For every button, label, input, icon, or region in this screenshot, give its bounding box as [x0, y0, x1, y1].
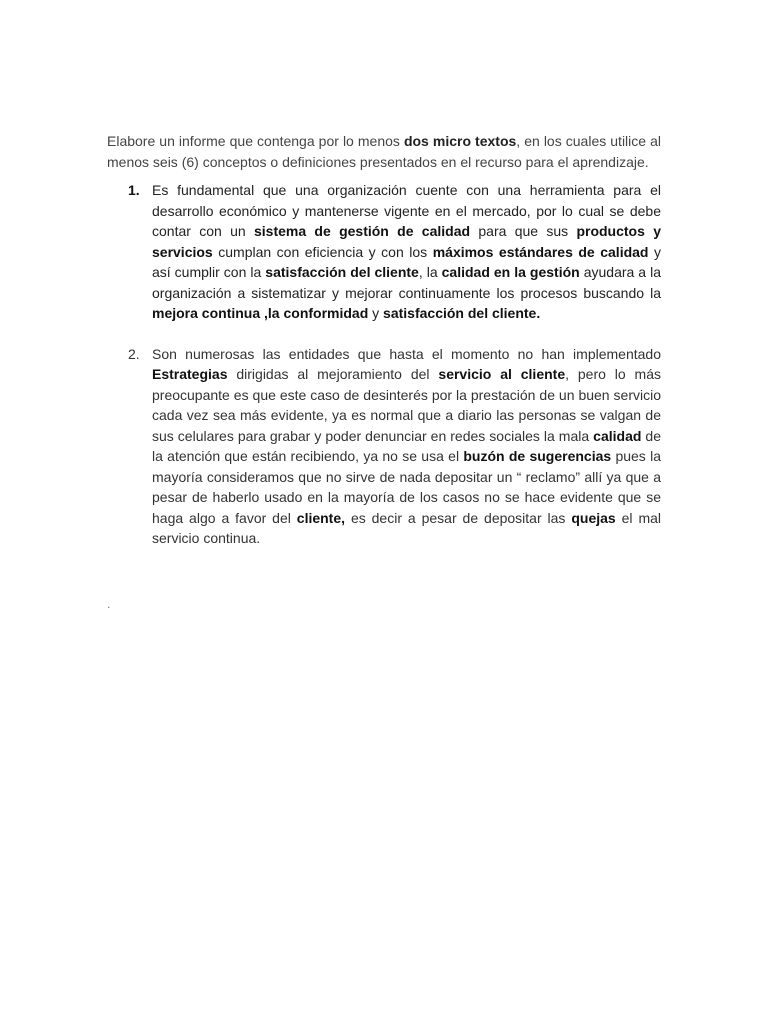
- item-2-segment: , pero lo más preocupante es que este caso de desinterés por la prestación de un buen servicio cada vez sea más evidente, ya es normal que a diario las personas se valgan de sus celulares para grabar y poder denunciar en redes sociales la mala: [152, 366, 661, 444]
- item-1-term-satisfaccion-cliente: satisfacción del cliente: [265, 264, 419, 280]
- item-1-text: [152, 182, 661, 321]
- item-2-term-cliente: cliente,: [296, 509, 346, 526]
- item-2-segment: Son numerosas las entidades que hasta el momento no han implementado: [152, 345, 661, 362]
- item-1-term-maximos-estandares: máximos estándares de calidad: [432, 243, 649, 260]
- item-2-text: [152, 346, 661, 547]
- item-2-segment: dirigidas al mejoramiento del: [227, 366, 439, 382]
- intro-bold-term: dos micro textos: [403, 133, 517, 149]
- item-2-term-calidad: calidad: [593, 427, 642, 444]
- item-2-number: 2.: [128, 345, 140, 362]
- intro-paragraph: [107, 131, 661, 172]
- item-1-term-mejora-continua: mejora continua ,la conformidad: [152, 305, 369, 321]
- item-2-segment: el mal servicio continua.: [152, 509, 662, 546]
- item-1-segment: y: [368, 305, 384, 321]
- intro-text-2: , en los cuales utilice al menos seis (6) conceptos o definiciones presentados en el recurso para el aprendizaje.: [107, 133, 661, 170]
- item-2-segment: es decir a pesar de depositar las: [345, 509, 572, 526]
- item-1-term-calidad-gestion: calidad en la gestión: [441, 264, 580, 280]
- item-1-number: 1.: [128, 182, 140, 198]
- stray-period-mark: .: [107, 597, 111, 611]
- item-1-segment: , la: [418, 264, 442, 280]
- item-1-term-satisfaccion-cliente-final: satisfacción del cliente.: [383, 305, 541, 321]
- item-1-term-productos-servicios: productos y servicios: [152, 223, 661, 260]
- item-1-segment: y así cumplir con la: [152, 243, 662, 280]
- document-body: [107, 131, 661, 549]
- micro-text-item-1: [107, 180, 661, 324]
- item-2-segment: pues la mayoría consideramos que no sirve de nada depositar un “ reclamo” allí ya que a pesar de haberlo usado en la mayoría de los casos no se hace evidente que se haga algo a favor del: [152, 448, 661, 526]
- item-1-segment: ayudara a la organización a sistematizar y mejorar continuamente los procesos buscando la: [152, 264, 661, 301]
- item-1-segment: cumplan con eficiencia y con los: [212, 243, 433, 260]
- item-2-segment: de la atención que están recibiendo, ya no se usa el: [152, 427, 662, 464]
- micro-texts-list: [107, 180, 661, 549]
- item-1-term-sistema-gestion-calidad: sistema de gestión de calidad: [253, 223, 471, 239]
- intro-text-1: Elabore un informe que contenga por lo menos: [107, 133, 404, 149]
- item-2-term-servicio-cliente: servicio al cliente: [438, 366, 566, 382]
- item-2-term-quejas: quejas: [571, 509, 616, 526]
- item-2-term-buzon-sugerencias: buzón de sugerencias: [463, 448, 612, 464]
- item-1-segment: para que sus: [470, 223, 577, 239]
- item-1-segment: Es fundamental que una organización cuente con una herramienta para el desarrollo económico y mantenerse vigente en el mercado, por lo cual se debe contar con un: [152, 182, 661, 239]
- micro-text-item-2: [107, 344, 661, 549]
- item-2-term-estrategias: Estrategias: [152, 366, 228, 382]
